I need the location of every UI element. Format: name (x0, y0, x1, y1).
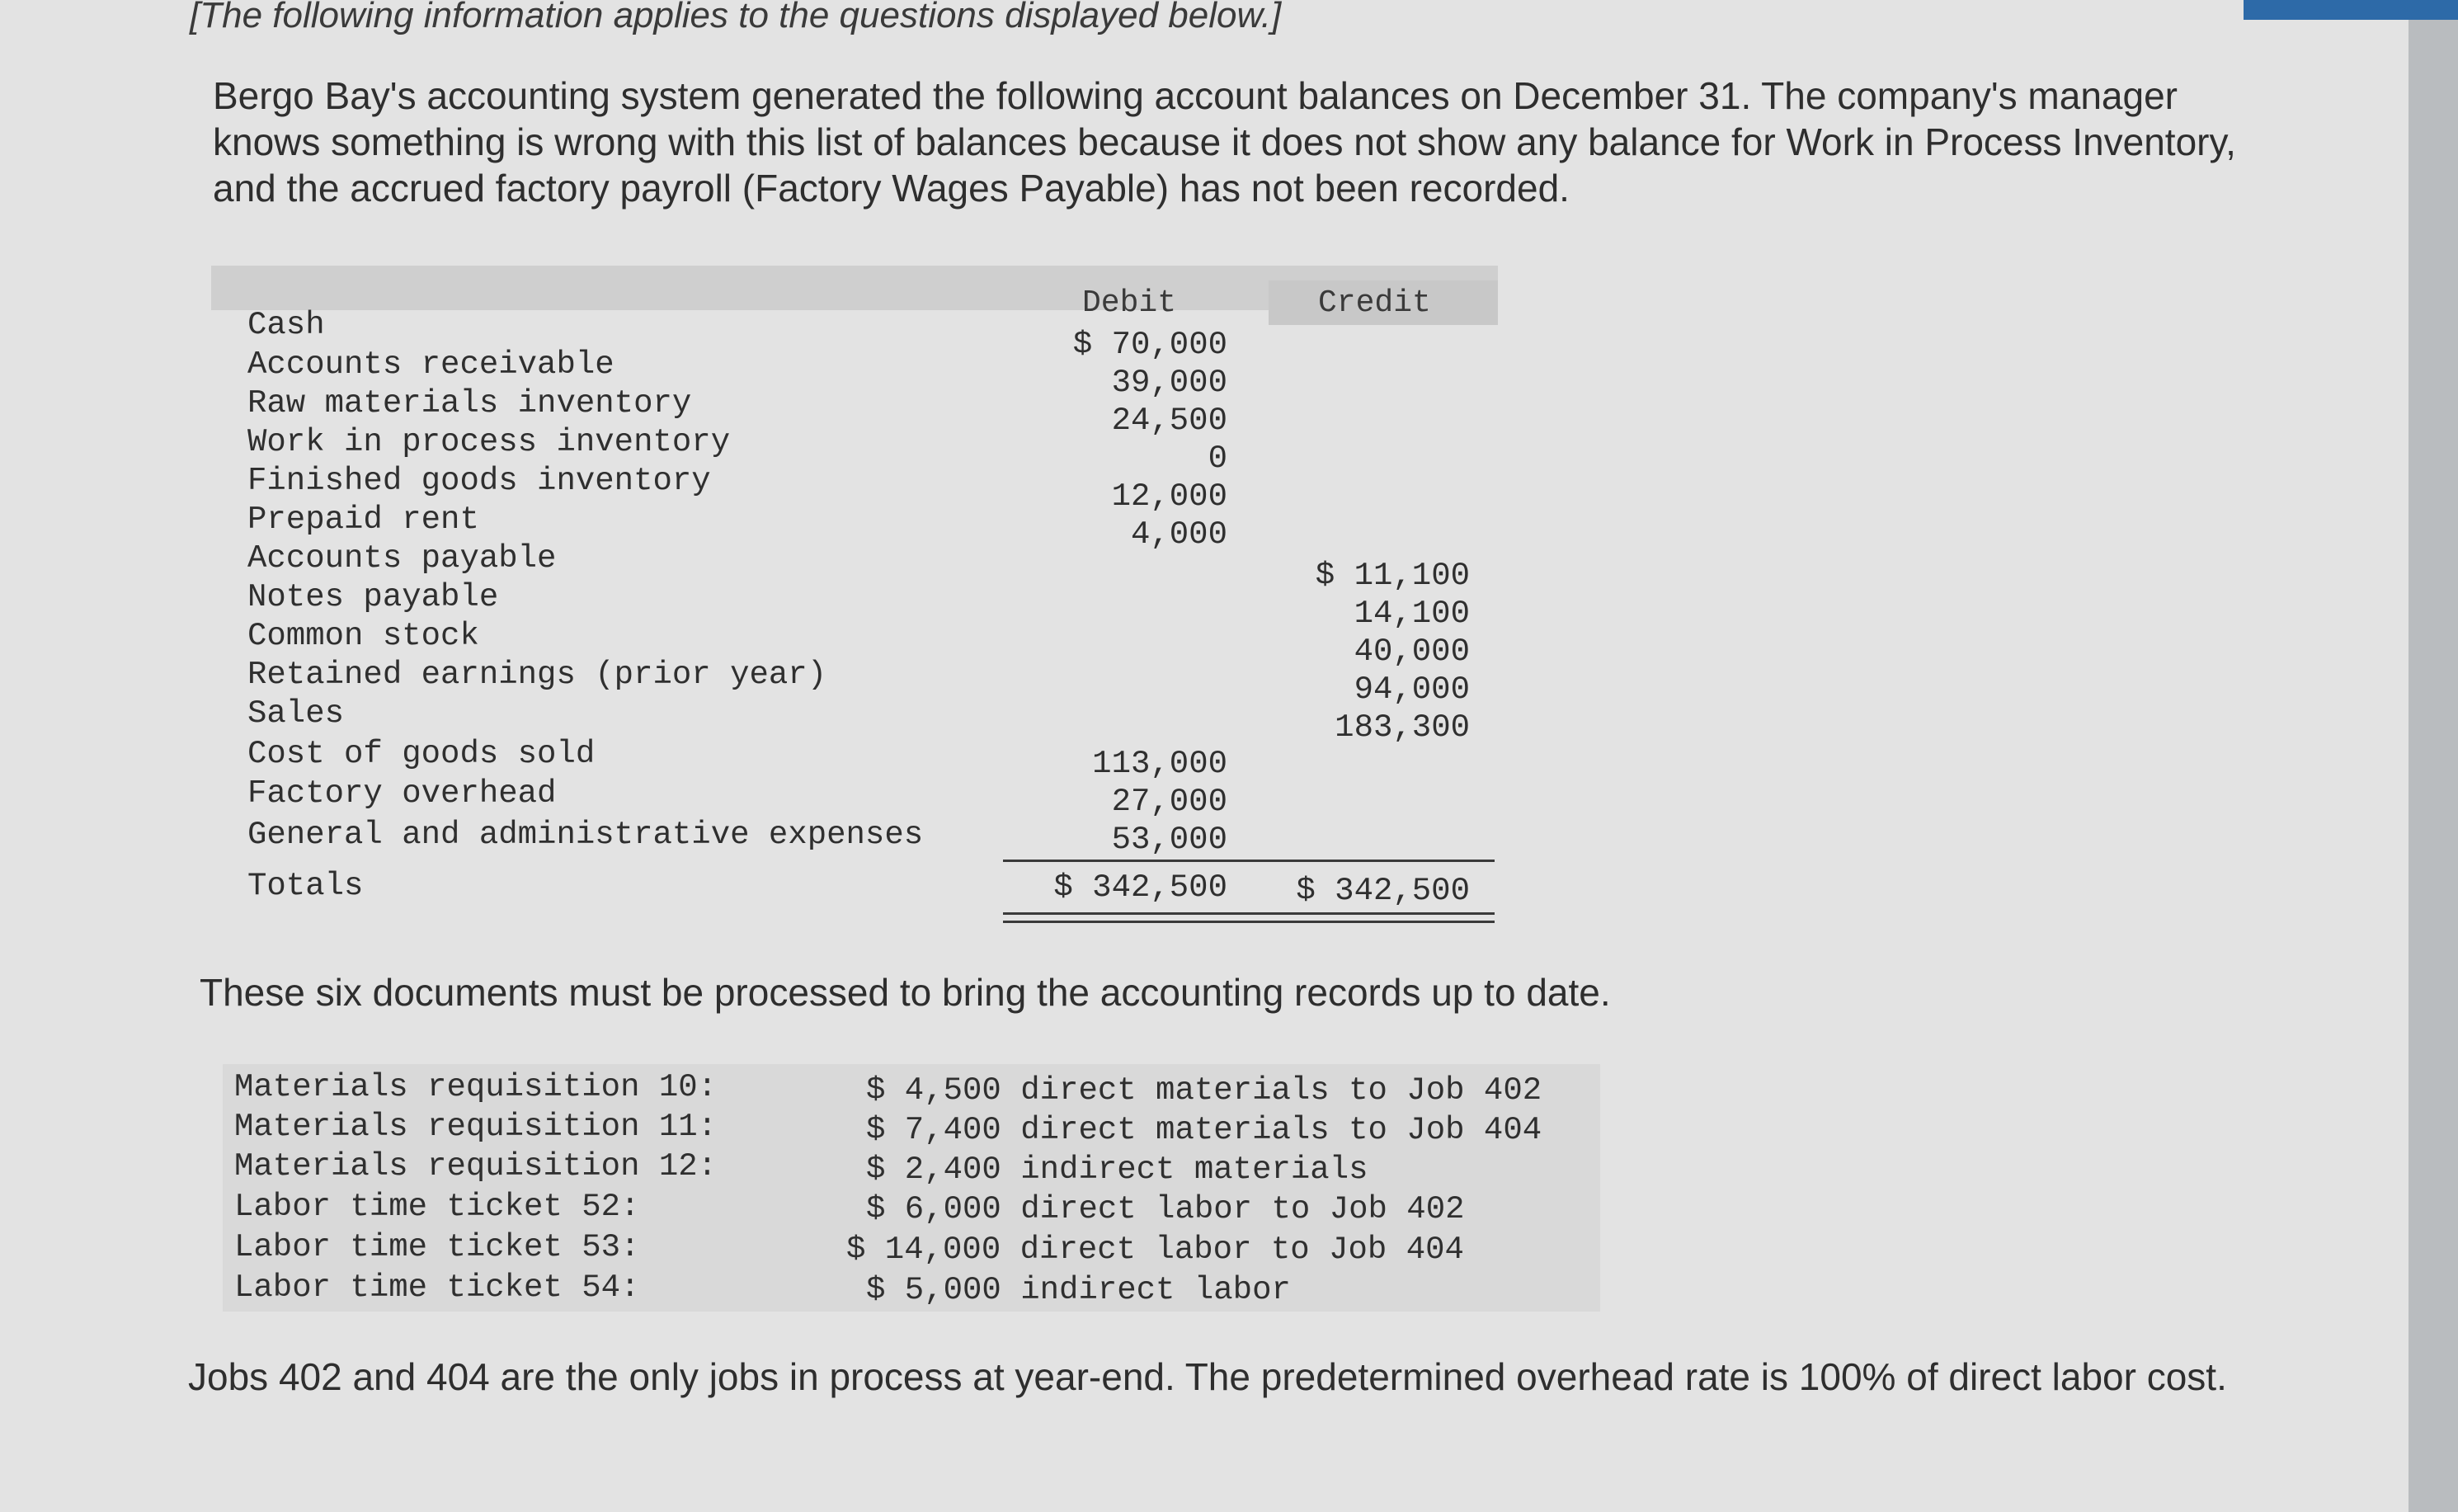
debit-value: $ 70,000 (1072, 327, 1227, 363)
document-description: $ 7,400 direct materials to Job 404 (866, 1112, 1542, 1148)
closing-paragraph: Jobs 402 and 404 are the only jobs in process at year-end. The predetermined overhead rate is 100% of direct labor cost. (188, 1355, 2227, 1398)
debit-value: 24,500 (1111, 403, 1227, 439)
document-label: Labor time ticket 53: (234, 1229, 640, 1265)
account-label: Notes payable (247, 579, 499, 615)
account-label: Common stock (247, 618, 479, 654)
credit-total: $ 342,500 (1296, 873, 1470, 909)
totals-double-rule-top (1003, 912, 1495, 915)
account-label: Raw materials inventory (247, 385, 692, 422)
corner-tab (2244, 0, 2458, 20)
totals-label: Totals (247, 868, 364, 904)
document-description: $ 6,000 direct labor to Job 402 (866, 1191, 1465, 1227)
account-label: Prepaid rent (247, 502, 479, 538)
documents-intro: These six documents must be processed to bring the accounting records up to date. (200, 971, 1611, 1014)
document-description: $ 5,000 indirect labor (866, 1272, 1291, 1308)
debit-value: 39,000 (1111, 365, 1227, 401)
debit-value: 4,000 (1130, 516, 1227, 553)
credit-value: $ 11,100 (1315, 558, 1470, 594)
credit-header: Credit (1318, 285, 1431, 321)
debit-header: Debit (1082, 285, 1177, 321)
document-label: Labor time ticket 54: (234, 1269, 640, 1306)
account-label: General and administrative expenses (247, 817, 924, 853)
account-label: Accounts payable (247, 540, 557, 577)
subtotal-rule (1003, 860, 1495, 862)
document-description: $ 4,500 direct materials to Job 402 (866, 1072, 1542, 1109)
screen-edge (2409, 0, 2458, 1512)
credit-value: 183,300 (1335, 709, 1470, 746)
debit-value: 0 (1208, 440, 1227, 477)
document-label: Materials requisition 12: (234, 1148, 718, 1185)
account-label: Accounts receivable (247, 346, 614, 383)
account-label: Retained earnings (prior year) (247, 657, 827, 693)
document-description: $ 14,000 direct labor to Job 404 (846, 1232, 1464, 1268)
document-label: Materials requisition 11: (234, 1109, 718, 1145)
totals-double-rule-bottom (1003, 921, 1495, 923)
account-label: Cash (247, 307, 325, 343)
credit-value: 40,000 (1354, 634, 1470, 670)
debit-value: 53,000 (1111, 822, 1227, 858)
header-note: [The following information applies to the questions displayed below.] (190, 0, 1282, 35)
account-label: Sales (247, 695, 345, 732)
document-label: Labor time ticket 52: (234, 1189, 640, 1225)
document-label: Materials requisition 10: (234, 1069, 718, 1105)
account-label: Finished goods inventory (247, 463, 711, 499)
account-label: Factory overhead (247, 775, 557, 812)
debit-value: 12,000 (1111, 478, 1227, 515)
credit-value: 14,100 (1354, 596, 1470, 632)
debit-value: 27,000 (1111, 784, 1227, 820)
account-label: Cost of goods sold (247, 736, 596, 772)
account-label: Work in process inventory (247, 424, 731, 460)
debit-total: $ 342,500 (1053, 869, 1227, 906)
credit-value: 94,000 (1354, 671, 1470, 708)
debit-value: 113,000 (1092, 746, 1227, 782)
intro-paragraph: Bergo Bay's accounting system generated the following account balances on December 31. The company's manager knows something is wrong with this list of balances because it does not show any balance for Work in Process Inventory, and the accrued factory payroll (Factory Wages Payable) has not been recorded. (213, 74, 2236, 210)
document-description: $ 2,400 indirect materials (866, 1152, 1368, 1188)
